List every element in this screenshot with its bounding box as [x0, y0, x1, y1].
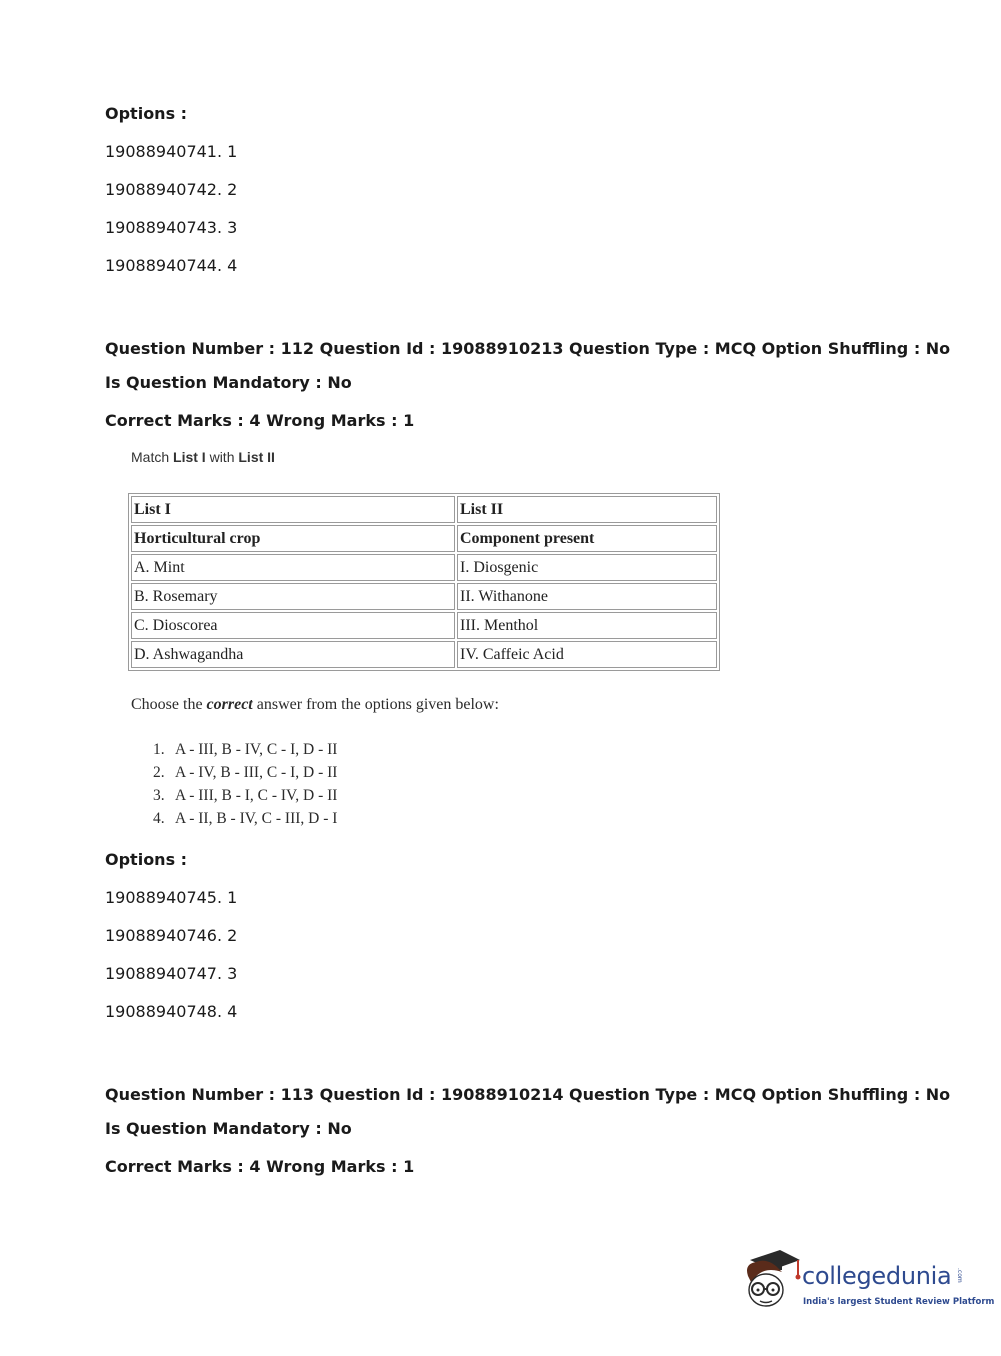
- mascot-icon: [740, 1246, 802, 1312]
- answer-choice: 3. A - III, B - I, C - IV, D - II: [153, 787, 338, 804]
- question-header: Question Number : 112 Question Id : 19088910213 Question Type : MCQ Option Shuffling : No: [105, 339, 951, 358]
- logo-domain: .com: [956, 1268, 963, 1283]
- match-instruction: Match List I with List II: [131, 449, 275, 465]
- table-row: [131, 641, 717, 668]
- answer-choice: 1. A - III, B - IV, C - I, D - II: [153, 741, 338, 758]
- table-cell: List II: [457, 496, 717, 523]
- table-row: [131, 583, 717, 610]
- table-cell: A. Mint: [131, 554, 455, 581]
- option-item: 19088940746. 2: [105, 926, 238, 945]
- logo-tagline: India's largest Student Review Platform: [803, 1297, 995, 1307]
- table-header-row: [131, 496, 717, 523]
- option-item: 19088940742. 2: [105, 180, 238, 199]
- question-marks: Correct Marks : 4 Wrong Marks : 1: [105, 1157, 415, 1176]
- table-cell: C. Dioscorea: [131, 612, 455, 639]
- logo-name: collegedunia: [802, 1262, 952, 1290]
- table-row: [131, 612, 717, 639]
- option-item: 19088940747. 3: [105, 964, 238, 983]
- option-item: 19088940744. 4: [105, 256, 238, 275]
- table-cell: Horticultural crop: [131, 525, 455, 552]
- choose-instruction: Choose the correct answer from the options given below:: [131, 696, 499, 713]
- table-cell: Component present: [457, 525, 717, 552]
- table-cell: List I: [131, 496, 455, 523]
- table-row: [131, 554, 717, 581]
- option-item: 19088940748. 4: [105, 1002, 238, 1021]
- table-cell: II. Withanone: [457, 583, 717, 610]
- table-cell: D. Ashwagandha: [131, 641, 455, 668]
- table-cell: III. Menthol: [457, 612, 717, 639]
- question-mandatory: Is Question Mandatory : No: [105, 373, 352, 392]
- option-item: 19088940741. 1: [105, 142, 238, 161]
- question-marks: Correct Marks : 4 Wrong Marks : 1: [105, 411, 415, 430]
- table-cell: IV. Caffeic Acid: [457, 641, 717, 668]
- options-label: Options :: [105, 850, 188, 869]
- question-header: Question Number : 113 Question Id : 19088910214 Question Type : MCQ Option Shuffling : No: [105, 1085, 951, 1104]
- table-subheader-row: [131, 525, 717, 552]
- table-cell: I. Diosgenic: [457, 554, 717, 581]
- options-label: Options :: [105, 104, 188, 123]
- answer-choice: 4. A - II, B - IV, C - III, D - I: [153, 810, 338, 827]
- collegedunia-logo: [740, 1246, 995, 1318]
- table-cell: B. Rosemary: [131, 583, 455, 610]
- match-table: [128, 493, 720, 671]
- option-item: 19088940745. 1: [105, 888, 238, 907]
- answer-choice: 2. A - IV, B - III, C - I, D - II: [153, 764, 338, 781]
- question-mandatory: Is Question Mandatory : No: [105, 1119, 352, 1138]
- option-item: 19088940743. 3: [105, 218, 238, 237]
